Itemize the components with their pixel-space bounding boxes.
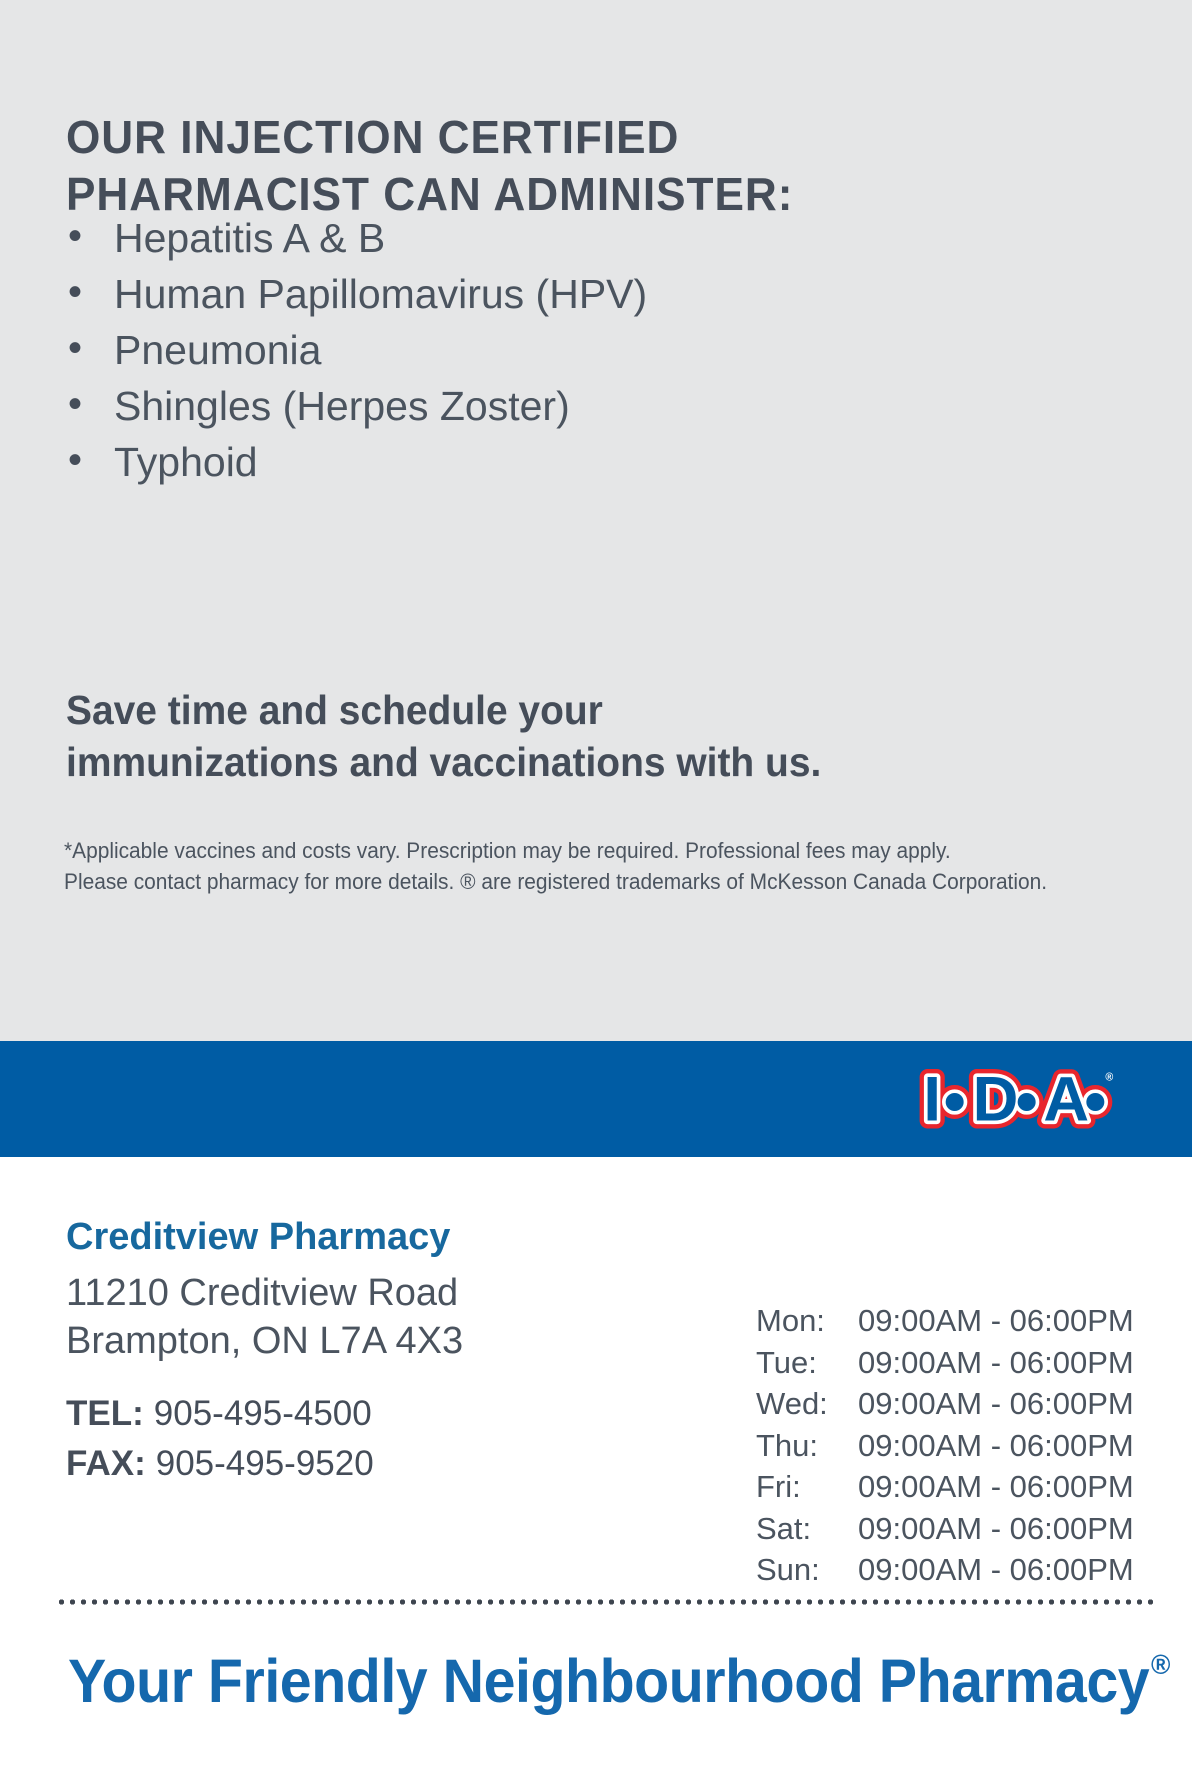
ida-logo-icon	[918, 1058, 1118, 1138]
vaccine-label: Hepatitis A & B	[114, 215, 386, 261]
tagline-text: Your Friendly Neighbourhood Pharmacy	[68, 1647, 1150, 1715]
disclaimer-line2: Please contact pharmacy for more details. ® are registered trademarks of McKesson Canada Corporation.	[64, 869, 1048, 894]
day-label: Mon:	[756, 1303, 825, 1338]
save-time-message	[66, 684, 821, 788]
day-label: Tue:	[756, 1344, 817, 1380]
ida-registered-mark: ®	[1105, 1071, 1114, 1084]
bullet-icon: •	[68, 270, 83, 314]
time-value: 09:00AM - 06:00PM	[858, 1510, 1134, 1546]
dotted-divider	[56, 1598, 1158, 1606]
day-label: Sun:	[756, 1552, 820, 1587]
bullet-icon: •	[68, 438, 83, 482]
list-item	[66, 378, 647, 434]
hours-row	[756, 1508, 1134, 1550]
hours-row	[756, 1383, 1134, 1425]
time-value: 09:00AM - 06:00PM	[858, 1386, 1134, 1421]
time-value: 09:00AM - 06:00PM	[858, 1469, 1134, 1504]
headline-line1: OUR INJECTION CERTIFIED	[66, 110, 680, 163]
bullet-icon: •	[68, 382, 83, 426]
save-time-line2: immunizations and vaccinations with us.	[66, 739, 822, 785]
headline-line2: PHARMACIST CAN ADMINISTER:	[66, 167, 794, 220]
vaccine-label: Human Papillomavirus (HPV)	[114, 271, 648, 317]
list-item	[66, 322, 647, 378]
save-time-line1: Save time and schedule your	[66, 687, 603, 733]
time-value: 09:00AM - 06:00PM	[858, 1303, 1134, 1338]
day-label: Thu:	[756, 1427, 819, 1463]
hours-row	[756, 1425, 1134, 1467]
day-label: Fri:	[756, 1469, 801, 1504]
pharmacy-name: Creditview Pharmacy	[66, 1216, 451, 1258]
time-value: 09:00AM - 06:00PM	[858, 1427, 1134, 1463]
registered-mark: ®	[1151, 1649, 1170, 1680]
brand-band	[0, 1041, 1192, 1157]
list-item	[66, 210, 647, 266]
hours-row	[756, 1300, 1134, 1342]
disclaimer	[64, 835, 1047, 897]
ida-logo-fill	[923, 1065, 1104, 1135]
day-label: Sat:	[756, 1510, 812, 1546]
fax-row	[66, 1444, 374, 1484]
address-line1: 11210 Creditview Road	[66, 1272, 459, 1314]
hours-row	[756, 1466, 1134, 1508]
fax-number: 905-495-9520	[155, 1444, 374, 1483]
bullet-icon: •	[68, 326, 83, 370]
vaccine-label: Typhoid	[114, 439, 258, 485]
vaccine-list	[66, 210, 647, 490]
tagline	[68, 1646, 1170, 1716]
vaccine-label: Pneumonia	[114, 327, 322, 373]
tel-label: TEL:	[66, 1394, 144, 1433]
tel-number: 905-495-4500	[153, 1394, 372, 1433]
vaccine-label: Shingles (Herpes Zoster)	[114, 383, 570, 429]
address-line2: Brampton, ON L7A 4X3	[66, 1320, 464, 1362]
hours-row	[756, 1549, 1134, 1591]
disclaimer-line1: *Applicable vaccines and costs vary. Prescription may be required. Professional fees may apply.	[64, 838, 951, 863]
list-item	[66, 266, 647, 322]
day-label: Wed:	[756, 1386, 828, 1421]
headline	[66, 109, 793, 223]
fax-label: FAX:	[66, 1444, 146, 1483]
hours-row	[756, 1342, 1134, 1384]
list-item	[66, 434, 647, 490]
hours-table	[756, 1300, 1134, 1591]
tel-row	[66, 1394, 372, 1434]
time-value: 09:00AM - 06:00PM	[858, 1552, 1134, 1587]
time-value: 09:00AM - 06:00PM	[858, 1344, 1134, 1380]
bullet-icon: •	[68, 214, 83, 258]
